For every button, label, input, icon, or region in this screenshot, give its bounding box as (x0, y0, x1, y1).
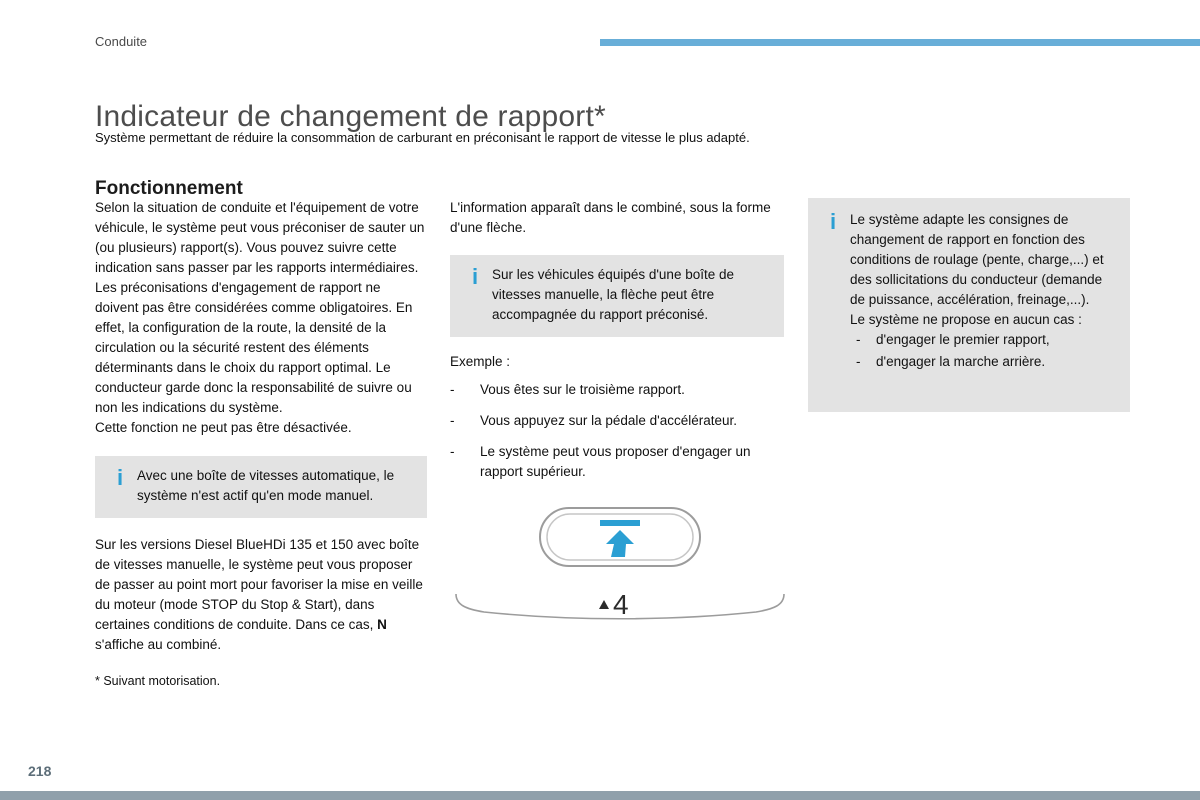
info-box-manual-gearbox (450, 255, 784, 337)
up-arrow-icon (606, 530, 634, 557)
small-up-arrow-icon (599, 600, 609, 609)
page-title: Indicateur de changement de rapport* (95, 100, 606, 134)
cluster-illustration (450, 504, 784, 640)
info-icon: i (116, 465, 124, 490)
page-subtitle: Système permettant de réduire la consommation de carburant en préconisant le rapport de vitesse le plus adapté. (95, 130, 750, 145)
paragraph-text: s'affiche au combiné. (95, 637, 222, 652)
info-text (850, 210, 1120, 374)
list-item (450, 380, 784, 400)
info-text (492, 265, 774, 325)
info-paragraph: Le système adapte les consignes de changement de rapport en fonction des conditions de roulage (pente, charge,...) et des sollicitations du conducteur (demande de puissance, accélération, freinage,...). (850, 212, 1104, 307)
footnote: * Suivant motorisation. (95, 674, 221, 688)
body-paragraph (95, 535, 427, 655)
dash-bullet: - (450, 382, 455, 397)
footer-bar (0, 791, 1200, 800)
list-item-text: d'engager la marche arrière. (876, 354, 1046, 369)
exclusion-list (850, 330, 1120, 372)
example-list (450, 380, 784, 482)
info-box-automatic-gearbox (95, 456, 427, 518)
list-item-text: Vous appuyez sur la pédale d'accélérateur. (480, 413, 738, 428)
body-paragraph: L'information apparaît dans le combiné, sous la forme d'une flèche. (450, 200, 771, 235)
info-box-system-behaviour (808, 198, 1130, 412)
list-item-text: Vous êtes sur le troisième rapport. (480, 382, 685, 397)
info-text (137, 466, 417, 506)
column-left (95, 198, 427, 691)
dash-bullet: - (856, 332, 861, 347)
info-paragraph: Le système ne propose en aucun cas : (850, 312, 1082, 327)
section-label: Conduite (95, 34, 148, 49)
info-icon: i (471, 264, 479, 289)
shift-bar-icon (600, 520, 640, 526)
list-item-text: Le système peut vous proposer d'engager un rapport supérieur. (480, 444, 751, 479)
list-item (450, 411, 784, 431)
paragraph-text: Sur les versions Diesel BlueHDi 135 et 150 avec boîte de vitesses manuelle, le système peut vous proposer de passer au point mort pour favoriser la mise en veille du moteur (mode STOP du Stop & Start), dans certaines conditions de conduite. Dans ce cas, (95, 537, 423, 632)
column-right (808, 198, 1130, 412)
info-paragraph: Sur les véhicules équipés d'une boîte de vitesses manuelle, la flèche peut être accompagnée du rapport préconisé. (492, 267, 734, 322)
info-icon: i (829, 209, 837, 234)
dash-bullet: - (450, 413, 455, 428)
page-number: 218 (28, 763, 52, 779)
bold-letter-n: N (377, 617, 387, 632)
list-item (850, 352, 1120, 372)
body-paragraph: Cette fonction ne peut pas être désactivée. (95, 420, 352, 435)
column-middle (450, 198, 784, 640)
list-item (450, 442, 784, 482)
gear-digit: 4 (613, 589, 629, 620)
list-item-text: d'engager le premier rapport, (876, 332, 1050, 347)
example-label: Exemple : (450, 354, 511, 369)
gear-shift-indicator-drawing (450, 504, 790, 634)
body-paragraph: Selon la situation de conduite et l'équipement de votre véhicule, le système peut vous préconiser de sauter un (ou plusieurs) rapport(s). Vous pouvez suivre cette indication sans passer par les rapports intermédiaires. Les préconisations d'engagement de rapport ne doivent pas être considérées comme obligatoires. En effet, la configuration de la route, la densité de la circulation ou la sécurité restent des éléments déterminants dans le choix du rapport optimal. Le conducteur garde donc la responsabilité de suivre ou non les indications du système. (95, 200, 425, 415)
dash-bullet: - (856, 354, 861, 369)
section-heading: Fonctionnement (95, 177, 243, 199)
dash-bullet: - (450, 444, 455, 459)
list-item (850, 330, 1120, 350)
header-rule (600, 39, 1200, 46)
info-paragraph: Avec une boîte de vitesses automatique, le système n'est actif qu'en mode manuel. (137, 468, 395, 503)
